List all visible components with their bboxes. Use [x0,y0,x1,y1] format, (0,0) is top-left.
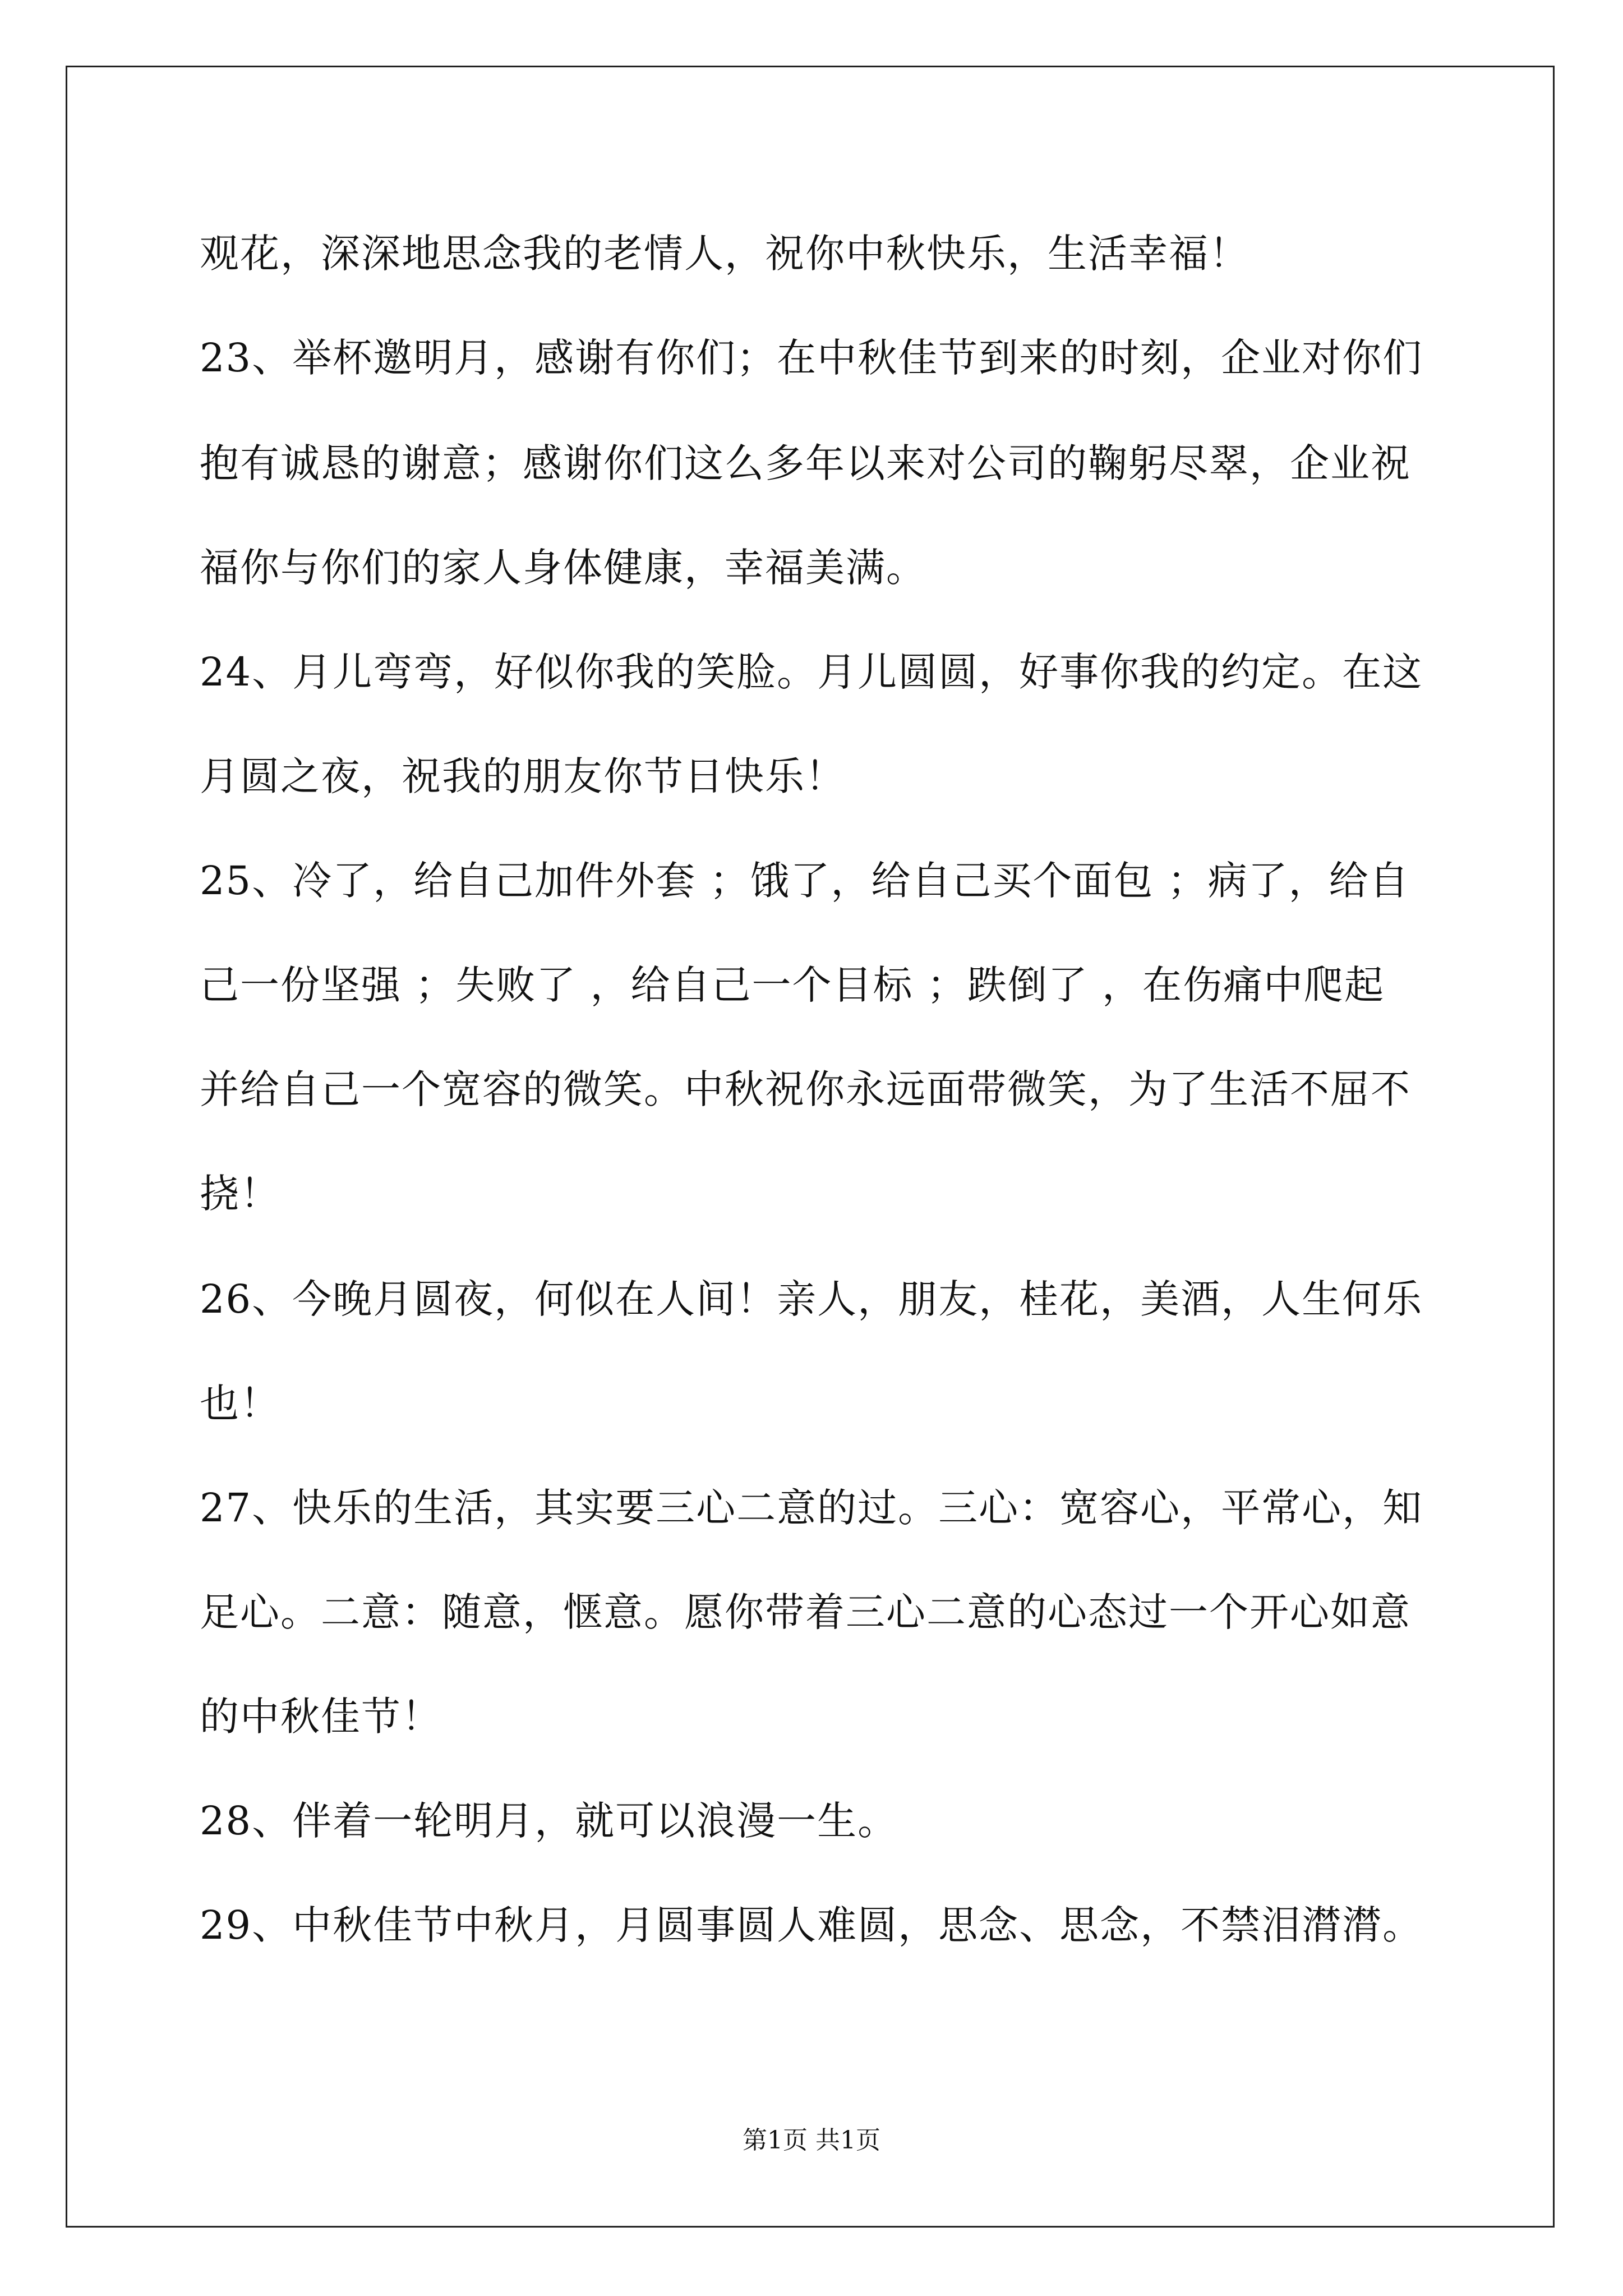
text-line: 23、举杯邀明月，感谢有你们；在中秋佳节到来的时刻，企业对你们 [200,335,1423,381]
text-line: 并给自己一个宽容的微笑。中秋祝你永远面带微笑，为了生活不屈不 [200,1066,1411,1112]
text-line: 24、月儿弯弯，好似你我的笑脸。月儿圆圆，好事你我的约定。在这 [200,649,1423,695]
text-line: 己一份坚强 ；失败了 ，给自己一个目标 ；跌倒了 ，在伤痛中爬起 [200,962,1385,1008]
text-line: 月圆之夜，祝我的朋友你节日快乐！ [200,753,846,799]
text-line: 26、今晚月圆夜，何似在人间！亲人，朋友，桂花，美酒，人生何乐 [200,1276,1423,1322]
text-line: 观花，深深地思念我的老情人，祝你中秋快乐，生活幸福！ [200,231,1249,277]
text-line: 也！ [200,1381,280,1427]
text-line: 的中秋佳节！ [200,1694,442,1740]
text-line: 挠！ [200,1171,280,1217]
text-line: 29、中秋佳节中秋月，月圆事圆人难圆，思念、思念，不禁泪潸潸。 [200,1902,1423,1948]
text-line: 福你与你们的家人身体健康，幸福美满。 [200,545,926,591]
text-line: 足心。二意：随意，惬意。愿你带着三心二意的心态过一个开心如意 [200,1589,1411,1635]
text-line: 27、快乐的生活，其实要三心二意的过。三心：宽容心，平常心，知 [200,1485,1423,1531]
text-line: 抱有诚恳的谢意；感谢你们这么多年以来对公司的鞠躬尽翠，企业祝 [200,440,1411,486]
text-line: 28、伴着一轮明月，就可以浪漫一生。 [200,1798,898,1844]
text-line: 25、冷了，给自己加件外套 ；饿了，给自己买个面包 ；病了，给自 [200,858,1410,904]
page-number-footer: 第1页 共1页 [743,2126,880,2155]
